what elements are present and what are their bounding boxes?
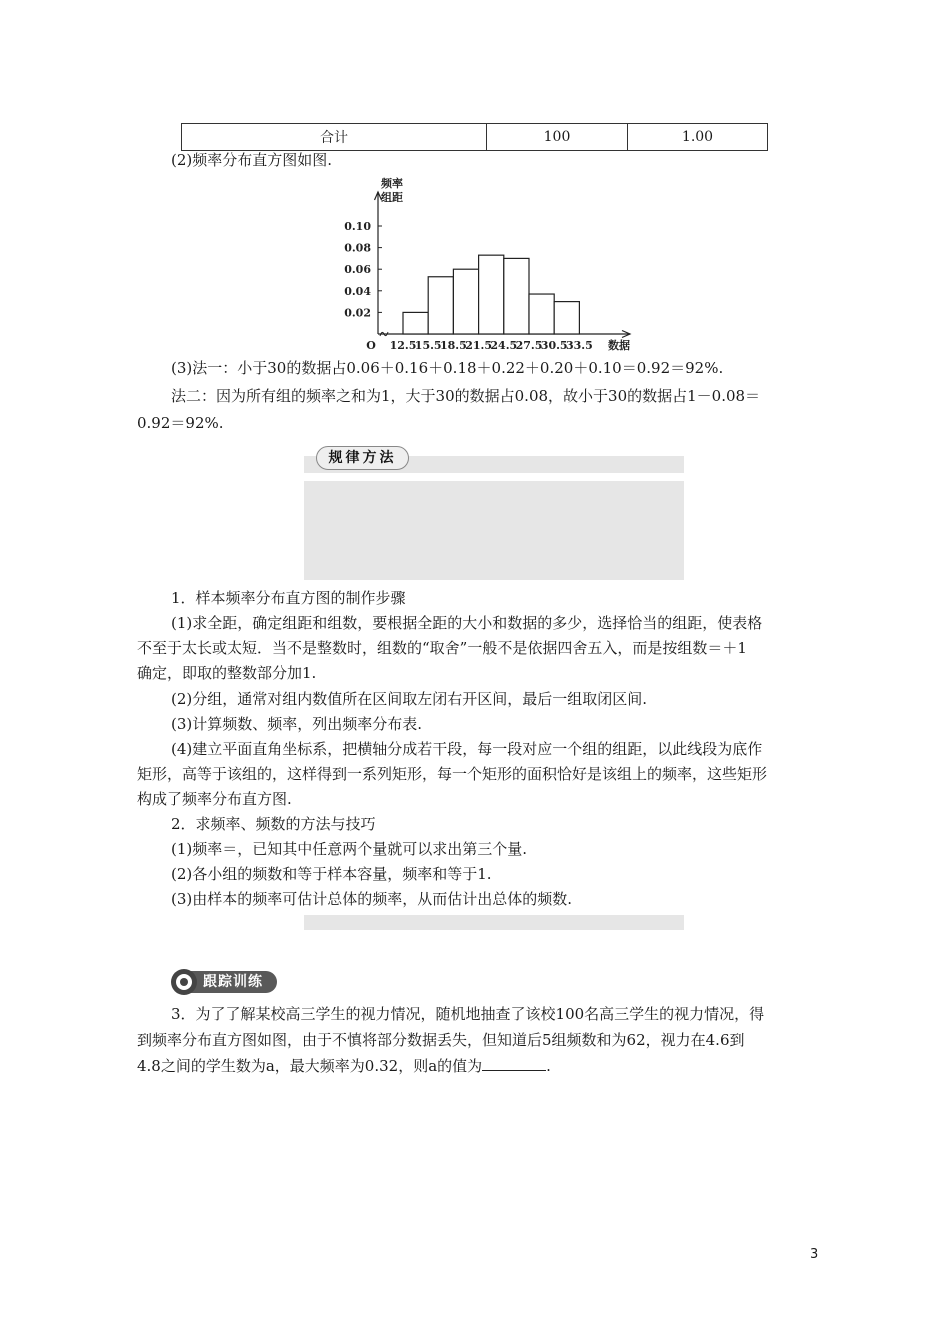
method-line-6: (3)计算频数、频率，列出频率分布表. (171, 715, 423, 733)
method-banner-title: 规律方法 (316, 446, 409, 470)
solution-method-2-line2: 0.92＝92%. (137, 414, 224, 432)
exercise-line-2: 到频率分布直方图如图，由于不慎将部分数据丢失，但知道后5组频数和为62，视力在4.6到 (137, 1031, 745, 1049)
method-line-13: (3)由样本的频率可估计总体的频率，从而估计出总体的频数. (171, 890, 573, 908)
exercise-line-3-end: . (546, 1057, 551, 1075)
y-axis-label-bottom: 组距 (381, 191, 403, 204)
histogram-bar (529, 294, 554, 334)
method-line-10: 2．求频率、频数的方法与技巧 (171, 815, 376, 833)
method-line-5: (2)分组，通常对组内数值所在区间取左闭右开区间，最后一组取闭区间. (171, 690, 648, 708)
x-axis-label: 数据 (608, 339, 630, 352)
method-line-9: 构成了频率分布直方图. (137, 790, 292, 808)
method-line-12: (2)各小组的频数和等于样本容量，频率和等于1. (171, 865, 492, 883)
table-cell-frequency-count: 100 (487, 124, 628, 150)
histogram-intro: (2)频率分布直方图如图. (171, 151, 333, 169)
table-cell-frequency-rate: 1.00 (681, 129, 714, 145)
solution-method-2-line1: 法二：因为所有组的频率之和为1，大于30的数据占0.08，故小于30的数据占1－0.08＝ (171, 387, 761, 405)
y-tick-label: 0.10 (344, 220, 371, 233)
histogram-bar (403, 312, 428, 334)
answer-blank[interactable] (482, 1056, 546, 1071)
histogram-bar (453, 269, 478, 334)
histogram-bar (554, 302, 579, 334)
axis-break-mark (380, 332, 388, 336)
exercise-line-3 (137, 1056, 551, 1076)
tracking-practice-banner (171, 968, 277, 996)
histogram-bar (479, 255, 504, 334)
table-cell-total-label: 合计 (182, 124, 487, 150)
x-tick-label: 18.5 (440, 339, 467, 352)
x-tick-label: 12.5 (389, 339, 417, 352)
summary-table-row (181, 123, 768, 151)
method-line-8: 矩形，高等于该组的，这样得到一系列矩形，每一个矩形的面积恰好是该组上的频率，这些矩形 (137, 765, 768, 783)
y-tick-label: 0.08 (344, 241, 371, 255)
method-line-3: 不至于太长或太短．当不是整数时，组数的“取舍”一般不是依据四舍五入，而是按组数＝＋1 (137, 639, 747, 657)
x-tick-label: 30.5 (540, 339, 568, 352)
method-line-4: 确定，即取的整数部分加1. (137, 664, 317, 682)
method-line-11: (1)频率＝，已知其中任意两个量就可以求出第三个量. (171, 840, 528, 858)
histogram-bar (504, 258, 529, 334)
origin-label: O (366, 339, 376, 352)
histogram-bar (428, 277, 453, 334)
method-line-7: (4)建立平面直角坐标系，把横轴分成若干段，每一段对应一个组的组距，以此线段为底作 (171, 740, 763, 758)
method-banner-end-bar (304, 915, 684, 930)
exercise-line-3-text: 4.8之间的学生数为a，最大频率为0.32，则a的值为 (137, 1057, 483, 1075)
exercise-line-1: 3．为了了解某校高三学生的视力情况，随机地抽查了该校100名高三学生的视力情况，得 (171, 1005, 765, 1023)
method-banner-box (304, 481, 684, 580)
y-tick-label: 0.06 (344, 263, 371, 277)
page-number: 3 (810, 1247, 819, 1262)
x-tick-label: 15.5 (414, 339, 442, 352)
x-tick-label: 27.5 (515, 339, 543, 352)
tracking-practice-title: 跟踪训练 (191, 971, 277, 993)
method-line-2: (1)求全距，确定组距和组数，要根据全距的大小和数据的多少，选择恰当的组距，使表格 (171, 614, 763, 632)
x-tick-label: 21.5 (465, 339, 492, 352)
y-axis-label-top: 频率 (381, 177, 403, 190)
method-line-1: 1．样本频率分布直方图的制作步骤 (171, 589, 406, 607)
x-tick-label: 24.5 (490, 339, 518, 352)
x-tick-label: 33.5 (566, 339, 593, 352)
frequency-histogram (340, 172, 640, 352)
target-icon (171, 969, 197, 995)
y-tick-label: 0.04 (344, 284, 371, 298)
y-tick-label: 0.02 (344, 306, 371, 320)
solution-method-1: (3)法一：小于30的数据占0.06＋0.16＋0.18＋0.22＋0.20＋0.10＝0.92＝92%. (171, 359, 724, 377)
